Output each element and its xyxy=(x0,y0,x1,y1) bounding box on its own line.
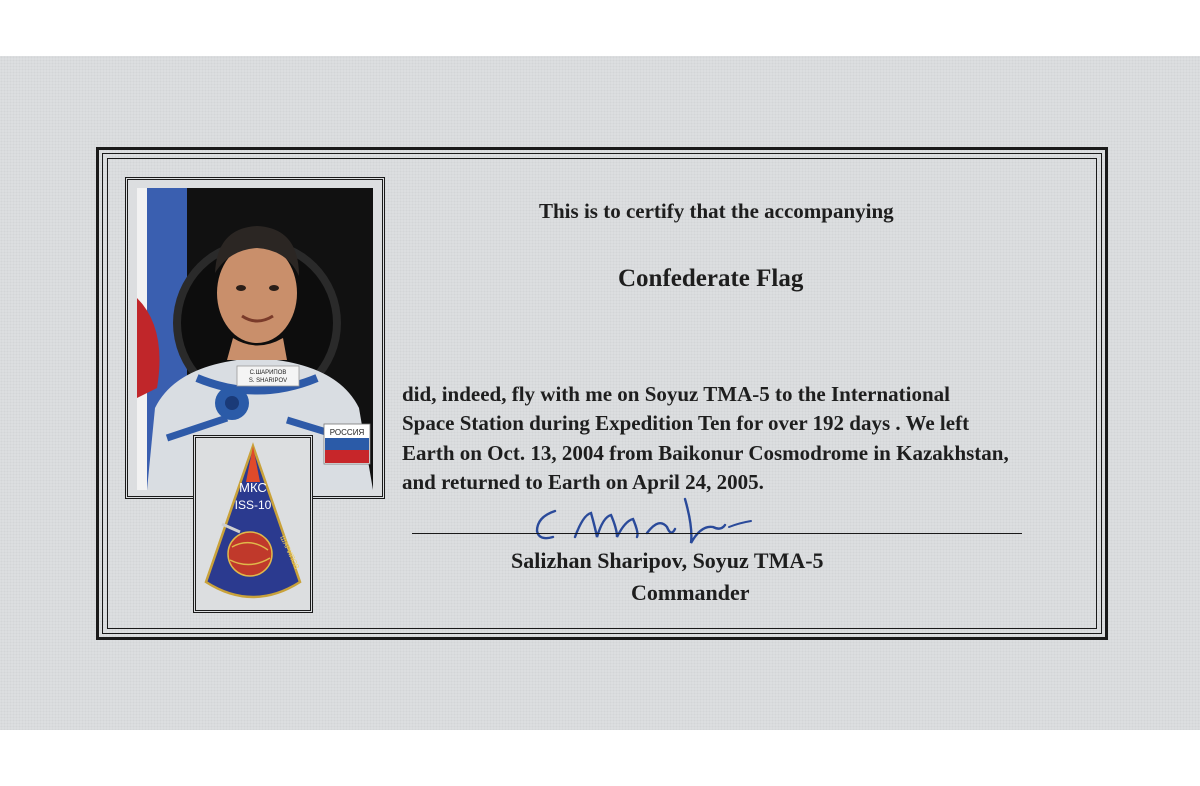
handwritten-signature xyxy=(525,487,775,547)
patch-mks-text: МКС xyxy=(239,480,267,495)
certificate-body-line-1: did, indeed, fly with me on Soyuz TMA-5 to the International xyxy=(402,382,950,406)
patch-side-text: ШАРИПОВ xyxy=(278,534,300,571)
signature-line xyxy=(412,533,1022,534)
iss-10-mission-patch xyxy=(200,442,306,606)
name-tag-cyrillic: С.ШАРИПОВ xyxy=(249,370,287,376)
certificate-body-line-2: Space Station during Expedition Ten for over 192 days . We left xyxy=(402,411,970,435)
certificate-body-line-3: Earth on Oct. 13, 2004 from Baikonur Cosmodrome in Kazakhstan, xyxy=(402,441,1009,465)
certificate-body-line-4: and returned to Earth on April 24, 2005. xyxy=(402,470,764,494)
certification-intro: This is to certify that the accompanying xyxy=(539,199,894,223)
patch-iss10-text: ISS-10 xyxy=(234,498,272,512)
signer-role: Commander xyxy=(631,580,750,605)
certified-item-name: Confederate Flag xyxy=(618,265,804,292)
name-tag-latin: S. SHARIPOV xyxy=(248,378,288,384)
flag-patch-text: РОССИЯ xyxy=(329,428,365,437)
signer-name: Salizhan Sharipov, Soyuz TMA-5 xyxy=(511,548,824,573)
